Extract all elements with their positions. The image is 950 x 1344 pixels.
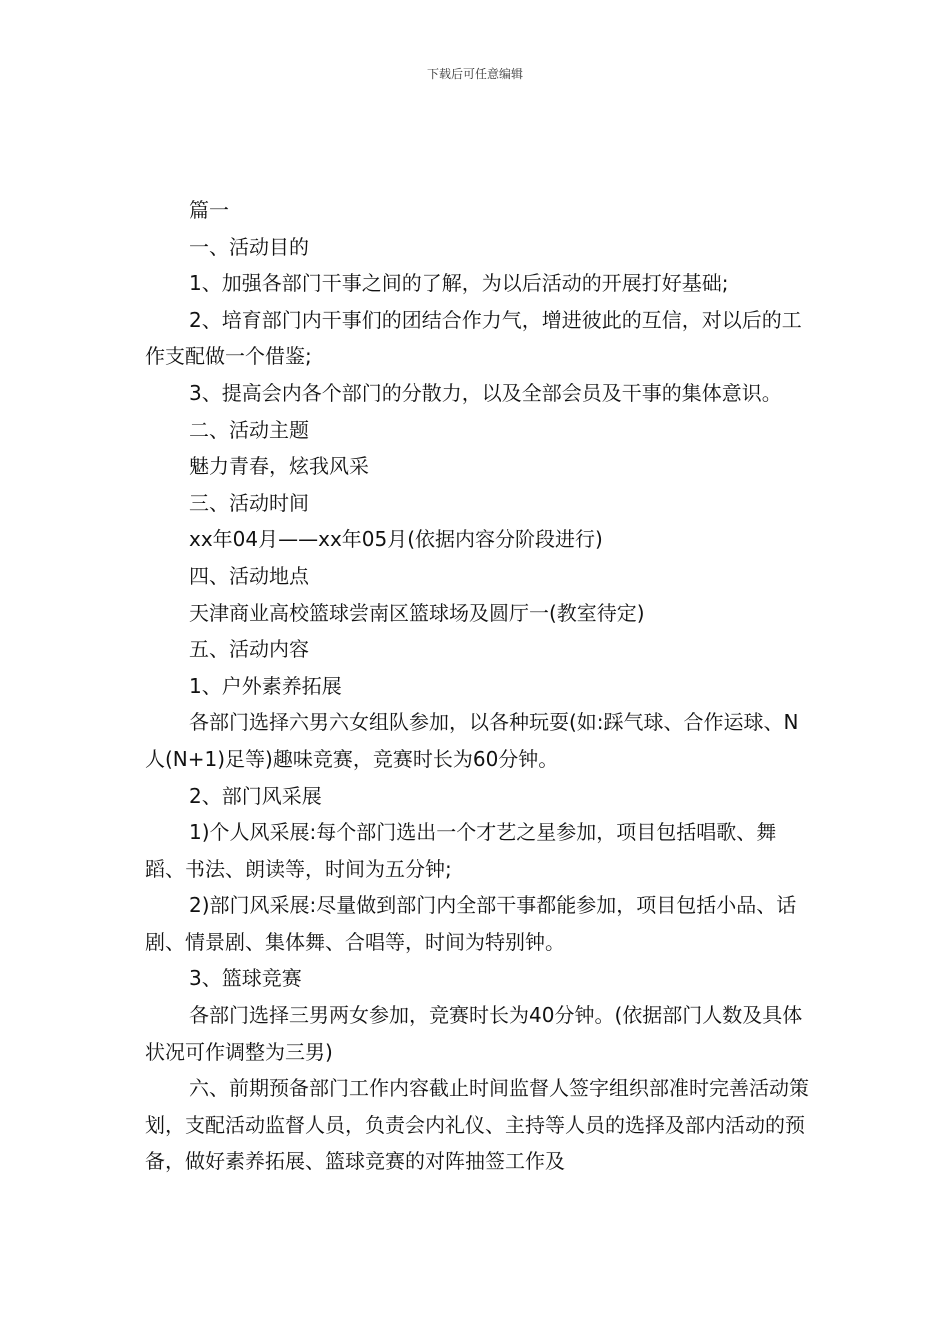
- body-paragraph: 魅力青春，炫我风采: [189, 454, 369, 479]
- body-paragraph: 各部门选择三男两女参加，竞赛时长为40分钟。(依据部门人数及具体状况可作调整为三男): [145, 1003, 803, 1064]
- body-paragraph: 六、前期预备部门工作内容截止时间监督人签字组织部准时完善活动策划，支配活动监督人员，负责会内礼仪、主持等人员的选择及部内活动的预备，做好素养拓展、篮球竞赛的对阵抽签工作及: [145, 1076, 809, 1174]
- body-paragraph: 各部门选择六男六女组队参加，以各种玩耍(如:踩气球、合作运球、N人(N+1)足等)趣味竞赛，竞赛时长为60分钟。: [145, 710, 799, 771]
- sub-heading: 1、户外素养拓展: [189, 673, 342, 698]
- body-paragraph: xx年04月——xx年05月(依据内容分阶段进行): [189, 527, 603, 552]
- section-heading: 二、活动主题: [189, 417, 309, 442]
- sub-heading: 3、篮球竞赛: [189, 966, 302, 991]
- body-paragraph: 1、加强各部门干事之间的了解，为以后活动的开展打好基础;: [189, 271, 729, 296]
- body-paragraph: 天津商业高校篮球尝南区篮球场及圆厅一(教室待定): [189, 600, 645, 625]
- section-heading: 五、活动内容: [189, 637, 309, 662]
- section-heading: 篇一: [189, 198, 229, 222]
- section-heading: 一、活动目的: [189, 234, 309, 259]
- body-paragraph: 3、提高会内各个部门的分散力，以及全部会员及干事的集体意识。: [189, 380, 782, 405]
- sub-heading: 2、部门风采展: [189, 783, 322, 808]
- section-heading: 四、活动地点: [189, 563, 309, 588]
- document-body: [145, 192, 813, 1180]
- body-paragraph: 2、培育部门内干事们的团结合作力气，增进彼此的互信，对以后的工作支配做一个借鉴;: [145, 307, 802, 369]
- body-paragraph: 2)部门风采展:尽量做到部门内全部干事都能参加，项目包括小品、话剧、情景剧、集体舞、合唱等，时间为特别钟。: [145, 893, 797, 954]
- page-header: 下载后可任意编辑: [426, 67, 523, 81]
- section-heading: 三、活动时间: [189, 490, 309, 515]
- body-paragraph: 1)个人风采展:每个部门选出一个才艺之星参加，项目包括唱歌、舞蹈、书法、朗读等，时间为五分钟;: [145, 820, 777, 881]
